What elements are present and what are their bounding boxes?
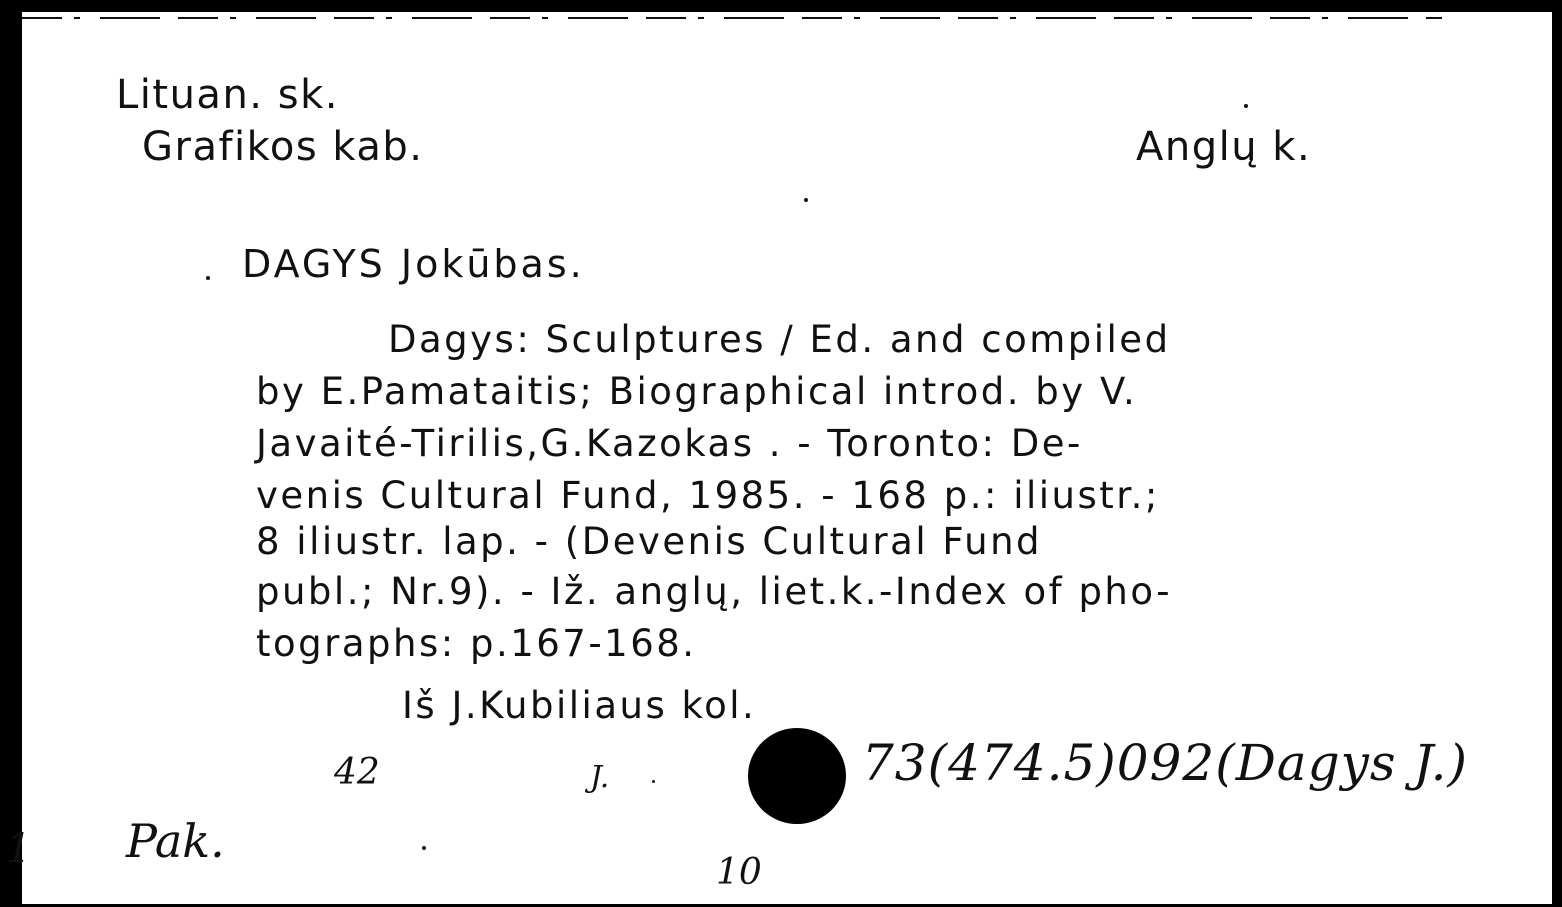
handwritten-number-left: 42 [334,752,380,793]
description-line-3: Javaité-Tirilis,G.Kazokas . - Toronto: De- [256,422,1083,465]
punch-hole [748,728,846,824]
top-edge-noise [22,14,1442,22]
handwritten-margin-mark: 1 [6,826,32,872]
handwritten-bottom-number: 10 [716,852,762,893]
ink-speck [652,780,655,783]
classification-number: 73(474.5)092(Dagys J.) [862,734,1468,792]
ink-speck [804,198,808,202]
description-line-5: 8 iliustr. lap. - (Devenis Cultural Fund [256,520,1042,563]
description-line-2: by E.Pamataitis; Biographical introd. by V. [256,370,1138,413]
description-line-4: venis Cultural Fund, 1985. - 168 p.: iliustr.; [256,474,1160,517]
handwritten-mark-middle: J. [590,760,610,795]
ink-speck [1244,104,1248,108]
provenance-note: Iš J.Kubiliaus kol. [402,684,757,727]
department-label: Grafikos kab. [142,124,424,170]
handwritten-bottom-left: Pak. [126,814,225,868]
description-line-1: Dagys: Sculptures / Ed. and compiled [388,318,1171,361]
ink-speck [422,846,426,850]
card-edge-shadow [1552,0,1562,907]
author-heading: DAGYS Jokūbas. [242,242,585,286]
description-line-7: tographs: p.167-168. [256,622,697,665]
ink-speck [206,276,210,280]
language-label: Anglų k. [1136,124,1312,170]
library-section-label: Lituan. sk. [116,72,339,118]
description-line-6: publ.; Nr.9). - Iž. anglų, liet.k.-Index of pho- [256,570,1173,613]
